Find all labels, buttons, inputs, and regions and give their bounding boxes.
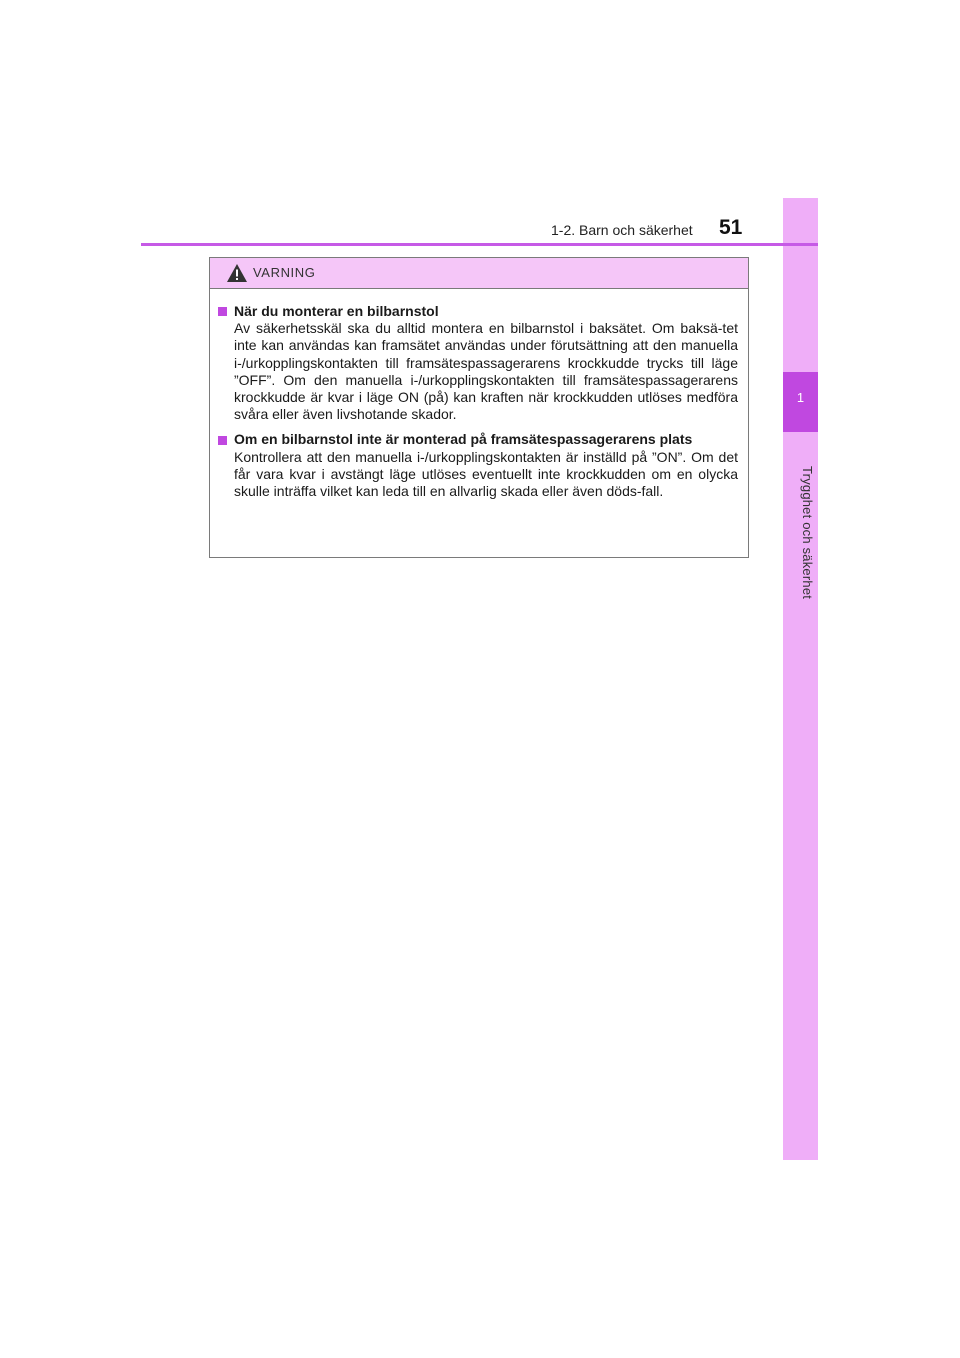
square-bullet-icon bbox=[218, 307, 227, 316]
warning-item-heading bbox=[218, 303, 738, 320]
warning-item-heading bbox=[218, 431, 738, 448]
warning-triangle-icon bbox=[226, 263, 248, 283]
warning-item-text: Av säkerhetsskäl ska du alltid montera en bilbarnstol i baksätet. Om baksä-tet inte kan användas kan framsätet användas under förutsättning att den manuella i-/urkopplingskontakten till framsätespassagerarens krockkudde trycks till läge ”OFF”. Om den manuella i-/urkopplingskontakten till framsätespassagerarens krockkudde är kvar i läge ON (på) kan kraften när krockkudden utlöses medföra svåra eller även livshotande skador. bbox=[234, 320, 738, 423]
warning-item-heading-text: När du monterar en bilbarnstol bbox=[234, 303, 439, 319]
header-divider bbox=[141, 243, 818, 246]
page-number: 51 bbox=[719, 216, 743, 239]
warning-body bbox=[210, 289, 748, 500]
warning-item bbox=[218, 303, 738, 423]
warning-item bbox=[218, 431, 738, 500]
warning-item-heading-text: Om en bilbarnstol inte är monterad på framsätespassagerarens plats bbox=[234, 431, 693, 448]
square-bullet-icon bbox=[218, 436, 227, 445]
warning-box bbox=[209, 257, 749, 558]
warning-item-text: Kontrollera att den manuella i-/urkopplingskontakten är inställd på ”ON”. Om det får vara kvar i avstängt läge utlöses eventuellt inte krockkudden om en olycka skulle inträffa vilket kan leda till en allvarlig skada eller även döds-fall. bbox=[234, 448, 738, 500]
side-tab-strip bbox=[783, 198, 818, 1160]
chapter-label: Trygghet och säkerhet bbox=[800, 466, 815, 600]
chapter-number: 1 bbox=[796, 390, 805, 405]
warning-header bbox=[210, 258, 748, 289]
warning-title: VARNING bbox=[253, 265, 316, 280]
section-title: 1-2. Barn och säkerhet bbox=[551, 222, 693, 238]
